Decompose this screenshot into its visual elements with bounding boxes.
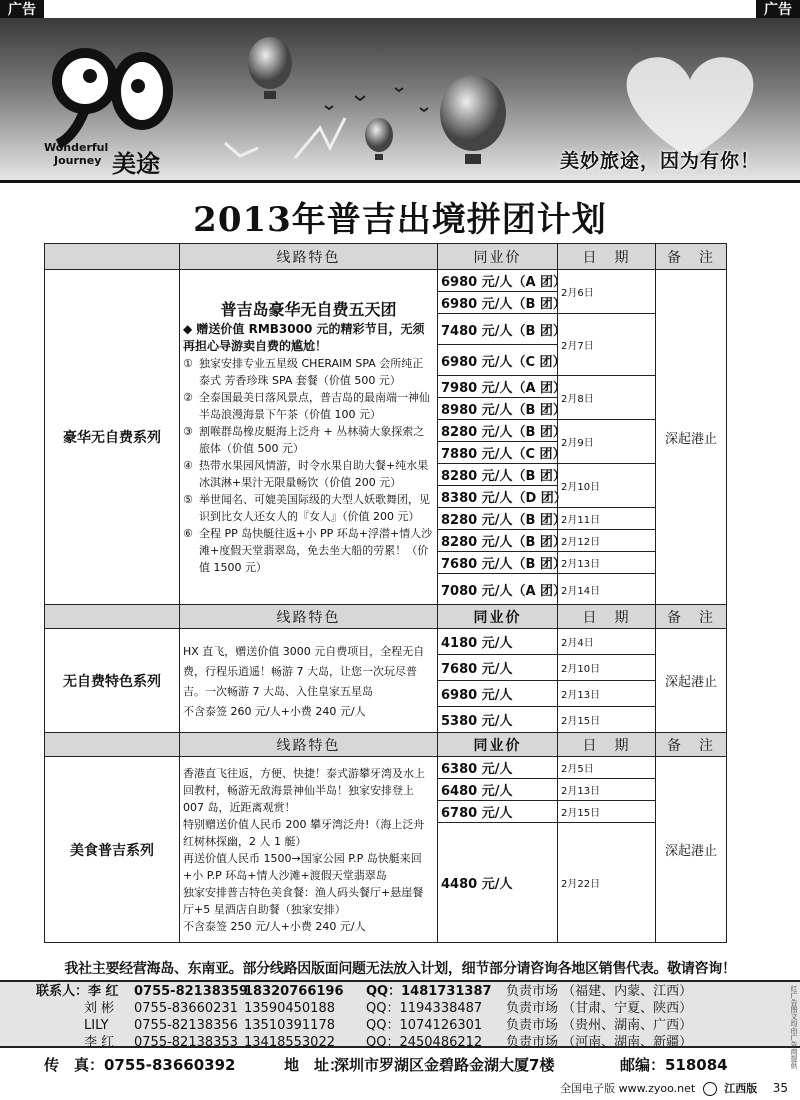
price-cell: 8980 元/人（B 团） xyxy=(438,398,558,420)
page-number: 35 xyxy=(772,1081,788,1095)
ad-tag-right: 广告 xyxy=(756,0,800,20)
contact-list xyxy=(0,980,800,1048)
date-cell: 2月15日 xyxy=(558,801,656,823)
note-cell: 深起港止 xyxy=(656,757,727,943)
date-cell: 2月13日 xyxy=(558,552,656,574)
hot-air-balloon-icon xyxy=(440,75,506,164)
price-cell: 6980 元/人（A 团） xyxy=(438,270,558,292)
route-description: 香港直飞往返，方便、快捷！泰式游攀牙湾及水上回教村，畅游无敌海景神仙半岛！独家安排登上 007 岛，近距离观赏！ 特别赠送价值人民币 200 攀牙湾泛舟!（海上泛舟红树林探幽，2 人 1 艇） 再送价值人民币 1500→国家公园 P.P 岛快艇来回+小 P.P 环岛+情人沙滩+渡假天堂翡翠岛 独家安排普吉特色美食餐：渔人码头餐厅+悬崖餐厅+5 星酒店自助餐（独家安排） 不含泰签 250 元/人+小费 240 元/人 xyxy=(180,757,438,943)
logo-cn: 美途 xyxy=(112,150,160,178)
price-cell: 7880 元/人（C 团） xyxy=(438,442,558,464)
price-cell: 7680 元/人 xyxy=(438,655,558,681)
site-url: 全国电子版 www.zyoo.net xyxy=(560,1082,696,1095)
price-cell: 5380 元/人 xyxy=(438,707,558,733)
side-note: 红广告图文均由广告商提供 xyxy=(790,985,798,1069)
price-cell: 7080 元/人（A 团） xyxy=(438,574,558,605)
price-cell: 6980 元/人 xyxy=(438,681,558,707)
footer-notice: 我社主要经营海岛、东南亚。部分线路因版面问题无法放入计划，细节部分请咨询各地区销售代表。敬请咨询！ xyxy=(64,961,736,977)
date-cell: 2月7日 xyxy=(558,314,656,376)
price-cell: 4480 元/人 xyxy=(438,823,558,943)
price-cell: 6380 元/人 xyxy=(438,757,558,779)
date-cell: 2月4日 xyxy=(558,629,656,655)
header-date: 日 期 xyxy=(558,605,656,629)
fax-address-bar xyxy=(0,1054,800,1076)
note-cell: 深起港止 xyxy=(656,270,727,605)
contact-row: 联系人：李 红 0755-82138359 18320766196 QQ：1481731387 负责市场 （福建、内蒙、江西） xyxy=(36,984,693,999)
date-cell: 2月6日 xyxy=(558,270,656,314)
series-name: 无自费特色系列 xyxy=(45,629,180,733)
price-cell: 6980 元/人（C 团） xyxy=(438,345,558,376)
address: 深圳市罗湖区金碧路金湖大厦7楼 xyxy=(334,1056,555,1074)
price-cell: 8280 元/人（B 团） xyxy=(438,530,558,552)
logo-en-line1: Wonderful xyxy=(44,141,109,154)
price-cell: 8280 元/人（B 团） xyxy=(438,420,558,442)
price-cell: 8280 元/人（B 团） xyxy=(438,464,558,486)
header-note: 备 注 xyxy=(656,605,727,629)
ad-tag-left: 广告 xyxy=(0,0,44,20)
price-cell: 7480 元/人（B 团） xyxy=(438,314,558,345)
price-cell: 6980 元/人（B 团） xyxy=(438,292,558,314)
route-description: HX 直飞，赠送价值 3000 元自费项目，全程无自费，行程乐逍遥！畅游 7 大岛，让您一次玩尽普吉。一次畅游 7 大岛、入住皇家五星岛 不含泰签 260 元/人+小费 240 元/人 xyxy=(180,629,438,733)
section-header xyxy=(45,733,727,757)
header-route: 线路特色 xyxy=(180,244,438,270)
address-label: 地 址： xyxy=(284,1056,345,1074)
header-date: 日 期 xyxy=(558,733,656,757)
date-cell: 2月11日 xyxy=(558,508,656,530)
contact-row: LILY 0755-82138356 13510391178 QQ：1074126301 负责市场 （贵州、湖南、广西） xyxy=(84,1018,693,1033)
list-item: ⑥ 全程 PP 岛快艇往返+小 PP 环岛+浮潜+情人沙滩+度假天堂翡翠岛，免去坐大船的劳累！（价值 1500 元） xyxy=(183,526,433,574)
price-cell: 7680 元/人（B 团） xyxy=(438,552,558,574)
table-header xyxy=(45,244,727,270)
section-header xyxy=(45,605,727,629)
hot-air-balloon-icon xyxy=(248,37,292,99)
route-description xyxy=(180,270,438,605)
date-cell: 2月5日 xyxy=(558,757,656,779)
edition: 江西版 xyxy=(724,1082,758,1095)
edition-icon xyxy=(703,1082,717,1096)
header-price: 同业价 xyxy=(438,605,558,629)
date-cell: 2月13日 xyxy=(558,779,656,801)
hot-air-balloon-icon xyxy=(365,118,393,160)
price-cell: 7980 元/人（A 团） xyxy=(438,376,558,398)
page-title: 2013年普吉出境拼团计划 xyxy=(193,200,607,240)
price-cell: 8280 元/人（B 团） xyxy=(438,508,558,530)
table-row xyxy=(45,629,727,655)
header-date: 日 期 xyxy=(558,244,656,270)
list-item: ④ 热带水果园风情游，时令水果自助大餐+纯水果冰淇淋+果汁无限量畅饮（价值 200 元） xyxy=(183,458,429,489)
logo xyxy=(40,36,190,176)
bird-icon xyxy=(325,88,428,111)
header-route: 线路特色 xyxy=(180,605,438,629)
list-item: ② 全泰国最美日落风景点，普吉岛的最南端一神仙半岛浪漫海景下午茶（价值 100 元） xyxy=(183,390,430,421)
header-price: 同业价 xyxy=(438,244,558,270)
price-cell: 6480 元/人 xyxy=(438,779,558,801)
desc-highlight: ◆ 赠送价值 RMB3000 元的精彩节目，无须再担心导游卖自费的尴尬！ xyxy=(183,321,425,353)
date-cell: 2月13日 xyxy=(558,681,656,707)
date-cell: 2月14日 xyxy=(558,574,656,605)
banner xyxy=(0,18,800,183)
slogan: 美妙旅途，因为有你！ xyxy=(559,150,760,172)
table-row xyxy=(45,270,727,292)
list-item: ① 独家安排专业五星级 CHERAIM SPA 会所纯正泰式 芳香珍珠 SPA 套餐（价值 500 元） xyxy=(183,356,424,387)
date-cell: 2月22日 xyxy=(558,823,656,943)
contact-row: 李 红 0755-82138353 13418553022 QQ：2450486212 负责市场 （河南、湖南、新疆） xyxy=(84,1035,693,1050)
date-cell: 2月15日 xyxy=(558,707,656,733)
heart-cloud-icon xyxy=(627,57,754,158)
schedule-table xyxy=(44,243,727,943)
seagull-icon xyxy=(225,118,345,158)
date-cell: 2月10日 xyxy=(558,464,656,508)
header-note: 备 注 xyxy=(656,244,727,270)
desc-title: 普吉岛豪华无自费五天团 xyxy=(220,299,397,319)
header-note: 备 注 xyxy=(656,733,727,757)
zipcode: 邮编：518084 xyxy=(620,1056,728,1074)
table-row xyxy=(45,757,727,779)
page-footer xyxy=(560,1080,788,1096)
price-cell: 6780 元/人 xyxy=(438,801,558,823)
list-item: ⑤ 举世闻名、可媲美国际级的大型人妖歌舞团，见识到比女人还女人的『女人』（价值 200 元） xyxy=(183,492,430,523)
list-item: ③ 割喉群岛橡皮艇海上泛舟 + 丛林骑大象探索之旅体（价值 500 元） xyxy=(183,424,425,455)
price-cell: 4180 元/人 xyxy=(438,629,558,655)
date-cell: 2月10日 xyxy=(558,655,656,681)
header-price: 同业价 xyxy=(438,733,558,757)
header-route: 线路特色 xyxy=(180,733,438,757)
series-name: 豪华无自费系列 xyxy=(45,270,180,605)
series-name: 美食普吉系列 xyxy=(45,757,180,943)
note-cell: 深起港止 xyxy=(656,629,727,733)
logo-en-line2: Journey xyxy=(54,154,102,167)
contact-row: 刘 彬 0755-83660231 13590450188 QQ：1194338487 负责市场 （甘肃、宁夏、陕西） xyxy=(84,1001,693,1016)
fax: 传 真：0755-83660392 xyxy=(44,1056,236,1074)
date-cell: 2月12日 xyxy=(558,530,656,552)
date-cell: 2月8日 xyxy=(558,376,656,420)
price-cell: 8380 元/人（D 团） xyxy=(438,486,558,508)
date-cell: 2月9日 xyxy=(558,420,656,464)
